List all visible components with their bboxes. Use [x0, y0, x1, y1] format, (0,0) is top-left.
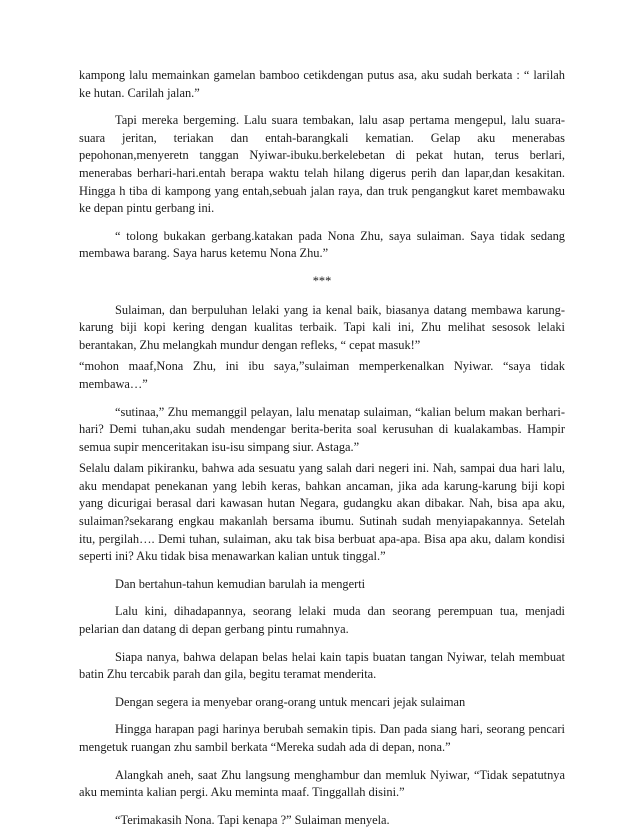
paragraph: Dengan segera ia menyebar orang-orang untuk mencari jejak sulaiman: [115, 694, 466, 709]
paragraph: “Terimakasih Nona. Tapi kenapa ?” Sulaiman menyela.: [115, 812, 390, 827]
paragraph: Alangkah aneh, saat Zhu langsung menghambur dan memluk Nyiwar, “Tidak sepatutnya aku meminta kalian pergi. Aku meminta maaf. Tinggallah disini.”: [79, 767, 565, 800]
paragraph: Dan bertahun-tahun kemudian barulah ia mengerti: [115, 576, 366, 591]
paragraph: Selalu dalam pikiranku, bahwa ada sesuatu yang salah dari negeri ini. Nah, sampai dua hari lalu, aku mendapat penekanan yang lebih keras, bahkan ancaman, jika ada karung-karung biji kopi yang dicurigai berasal dari kawasan hutan Negara, gudangku akan dibakar. Nah, bisa apa aku, sulaiman?sekarang engkau makanlah bersama ibumu. Sutinah sudah menyiapakannya. Setelah itu, pergilah…. Demi tuhan, sulaiman, aku tak bisa berbuat apa-apa. Bisa apa aku, dalam kondisi seperti ini? Aku tidak bisa menawarkan kalian untuk tinggal.”: [79, 461, 565, 564]
paragraph: kampong lalu memainkan gamelan bamboo cetikdengan putus asa, aku sudah berkata : “ larilah ke hutan. Carilah jalan.”: [79, 68, 565, 100]
paragraph: Sulaiman, dan berpuluhan lelaki yang ia kenal baik, biasanya datang membawa karung-karung biji kopi kering dengan kualitas terbaik. Tapi kali ini, Zhu melihat sesosok lelaki berantakan, Zhu melangkah mundur dengan refleks, “ cepat masuk!”: [79, 302, 565, 352]
document-body: [79, 67, 565, 839]
paragraph: Lalu kini, dihadapannya, seorang lelaki muda dan seorang perempuan tua, menjadi pelarian dan datang di depan gerbang pintu rumahnya.: [79, 604, 565, 637]
paragraph: Tapi mereka bergeming. Lalu suara tembakan, lalu asap pertama mengepul, lalu suara-suara jeritan, teriakan dan entah-barangkali kematian. Gelap aku menerabas pepohonan,menyeretn tanggan Nyiwar-ibuku.berkelebetan di pekat hutan, terus berlari, menerabas berhari-hari.entah berapa waktu telah hilang digerus perih dan lapar,dan kesakitan. Hingga h tiba di kampong yang entah,sebuah jalan raya, dan truk pengangkut karet membawaku ke depan pintu gerbang ini.: [79, 113, 565, 216]
paragraph: Hingga harapan pagi harinya berubah semakin tipis. Dan pada siang hari, seorang pencari mengetuk ruangan zhu sambil berkata “Mereka sudah ada di depan, nona.”: [79, 722, 565, 754]
paragraph: “mohon maaf,Nona Zhu, ini ibu saya,”sulaiman memperkenalkan Nyiwar. “saya tidak membawa…”: [79, 359, 565, 391]
paragraph: “sutinaa,” Zhu memanggil pelayan, lalu menatap sulaiman, “kalian belum makan berhari-hari? Demi tuhan,aku sudah mendengar berita-berita soal kerusuhan di kualakambas. Hampir semua supir menceritakan isu-isu simpang siur. Astaga.”: [79, 404, 565, 454]
section-separator: ***: [312, 273, 332, 288]
paragraph: Siapa nanya, bahwa delapan belas helai kain tapis buatan tangan Nyiwar, telah membuat batin Zhu tercabik parah dan gila, begitu teramat menderita.: [79, 649, 565, 682]
paragraph: “ tolong bukakan gerbang.katakan pada Nona Zhu, saya sulaiman. Saya tidak sedang membawa barang. Saya harus ketemu Nona Zhu.”: [79, 228, 565, 261]
